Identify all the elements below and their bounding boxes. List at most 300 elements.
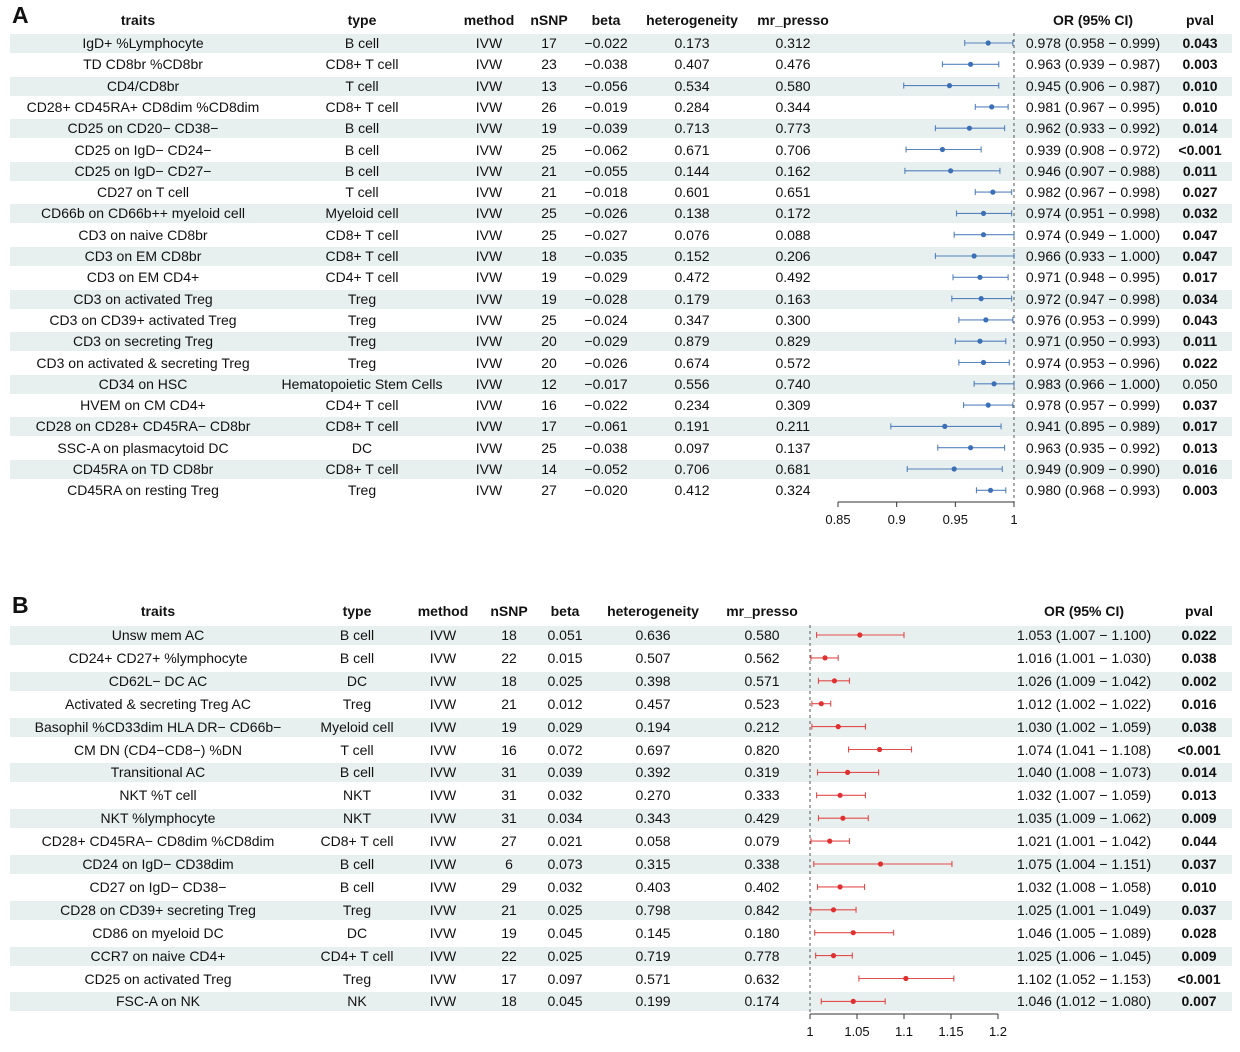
pval-cell: 0.017 [1182,269,1218,286]
type-cell: Treg [342,970,372,987]
nsnp-cell: 19 [541,290,557,307]
type-cell: NKT [343,810,371,827]
header-or: OR (95% CI) [1043,603,1125,619]
beta-cell: −0.038 [584,439,628,456]
mr-presso-cell: 0.562 [744,649,780,666]
x-tick-label: 1.05 [844,1024,870,1039]
heterogeneity-cell: 0.879 [674,333,710,350]
nsnp-cell: 17 [541,35,557,51]
type-cell: B cell [344,162,380,179]
or-ci-cell: 0.966 (0.933 − 1.000) [1025,248,1161,264]
nsnp-cell: 20 [541,354,557,371]
type-cell: Treg [347,290,377,307]
mr-presso-cell: 0.492 [775,269,811,286]
or-point [981,232,986,237]
method-cell: IVW [475,269,503,286]
type-cell: B cell [344,35,380,51]
nsnp-cell: 25 [541,205,557,222]
or-point [968,62,973,67]
or-point [952,466,957,471]
trait-label: NKT %T cell [119,787,197,804]
method-cell: IVW [475,162,503,179]
or-point [851,930,856,935]
mr-presso-cell: 0.402 [744,878,780,895]
or-ci-cell: 1.016 (1.001 − 1.030) [1016,649,1152,666]
heterogeneity-cell: 0.194 [635,718,671,735]
or-ci-cell: 0.981 (0.967 − 0.995) [1025,98,1161,115]
type-cell: B cell [339,649,375,666]
method-cell: IVW [475,354,503,371]
method-cell: IVW [429,947,457,964]
pval-cell: 0.050 [1182,375,1218,392]
or-ci-cell: 1.035 (1.009 − 1.062) [1016,810,1152,827]
beta-cell: −0.018 [584,184,628,201]
nsnp-cell: 31 [501,810,517,827]
pval-cell: <0.001 [1178,141,1222,158]
type-cell: Treg [342,695,372,712]
pval-cell: 0.003 [1182,56,1218,73]
or-ci-cell: 1.025 (1.001 − 1.049) [1016,901,1152,918]
nsnp-cell: 26 [541,98,557,115]
mr-presso-cell: 0.842 [744,901,780,918]
pval-cell: 0.043 [1182,35,1218,51]
or-point [986,403,991,408]
beta-cell: −0.017 [584,375,628,392]
trait-label: CD3 on naive CD8br [78,226,208,243]
header-method: method [417,603,469,619]
mr-presso-cell: 0.829 [775,333,811,350]
method-cell: IVW [475,461,503,477]
or-point [903,976,908,981]
heterogeneity-cell: 0.398 [635,672,671,689]
nsnp-cell: 19 [501,718,517,735]
mr-presso-cell: 0.212 [744,718,780,735]
or-point [981,211,986,216]
trait-label: CD25 on IgD− CD27− [74,162,212,179]
heterogeneity-cell: 0.472 [674,269,710,286]
type-cell: Hematopoietic Stem Cells [281,375,443,392]
beta-cell: 0.045 [547,924,583,941]
beta-cell: 0.051 [547,627,583,643]
trait-label: HVEM on CM CD4+ [80,397,206,414]
trait-label: CD28 on CD28+ CD45RA− CD8br [35,418,251,435]
heterogeneity-cell: 0.403 [635,878,671,895]
or-ci-cell: 0.974 (0.949 − 1.000) [1025,226,1161,243]
nsnp-cell: 19 [541,120,557,137]
trait-label: FSC-A on NK [115,993,201,1010]
pval-cell: 0.027 [1182,184,1218,201]
pval-cell: 0.014 [1181,764,1217,781]
heterogeneity-cell: 0.179 [674,290,710,307]
x-tick-label: 0.85 [825,512,851,527]
nsnp-cell: 31 [501,787,517,804]
type-cell: DC [346,672,368,689]
trait-label: CD62L− DC AC [108,672,208,689]
pval-cell: 0.013 [1182,439,1218,456]
or-ci-cell: 1.026 (1.009 − 1.042) [1016,672,1152,689]
mr-presso-cell: 0.172 [775,205,811,222]
or-point [990,190,995,195]
pval-cell: 0.037 [1181,901,1217,918]
nsnp-cell: 18 [501,672,517,689]
or-ci-cell: 1.032 (1.007 − 1.059) [1016,787,1152,804]
header-beta: beta [591,12,621,28]
header-or: OR (95% CI) [1052,12,1134,28]
mr-presso-cell: 0.773 [775,120,811,137]
method-cell: IVW [429,649,457,666]
header-traits: traits [120,12,156,28]
beta-cell: −0.026 [584,354,628,371]
mr-presso-cell: 0.571 [744,672,780,689]
pval-cell: 0.013 [1181,787,1217,804]
or-point [967,126,972,131]
pval-cell: 0.002 [1181,672,1217,689]
trait-label: CD66b on CD66b++ myeloid cell [41,205,245,222]
trait-label: Basophil %CD33dim HLA DR− CD66b− [34,718,282,735]
or-ci-cell: 1.012 (1.002 − 1.022) [1016,695,1152,712]
mr-presso-cell: 0.681 [775,461,811,477]
pval-cell: <0.001 [1177,970,1221,987]
trait-label: Transitional AC [110,764,206,781]
type-cell: Treg [342,901,372,918]
beta-cell: −0.061 [584,418,628,435]
nsnp-cell: 31 [501,764,517,781]
heterogeneity-cell: 0.556 [674,375,710,392]
heterogeneity-cell: 0.671 [674,141,710,158]
beta-cell: −0.020 [584,482,628,499]
pval-cell: 0.037 [1181,856,1217,872]
mr-presso-cell: 0.206 [775,248,811,264]
type-cell: Treg [347,311,377,328]
trait-label: CD3 on activated & secreting Treg [36,354,250,371]
heterogeneity-cell: 0.697 [635,741,671,758]
x-tick-label: 1.2 [988,1024,1008,1039]
or-point [819,701,824,706]
x-tick-label: 0.9 [887,512,906,527]
beta-cell: −0.055 [584,162,628,179]
beta-cell: 0.032 [547,878,583,895]
heterogeneity-cell: 0.457 [635,695,671,712]
method-cell: IVW [429,993,457,1010]
type-cell: CD4+ T cell [320,947,394,964]
or-point [989,104,994,109]
or-point [968,445,973,450]
pval-cell: 0.016 [1181,695,1217,712]
heterogeneity-cell: 0.097 [674,439,710,456]
header-traits: traits [140,603,176,619]
nsnp-cell: 22 [501,947,517,964]
trait-label: CM DN (CD4−CD8−) %DN [73,741,243,758]
nsnp-cell: 22 [501,649,517,666]
heterogeneity-cell: 0.412 [674,482,710,499]
type-cell: B cell [344,141,380,158]
type-cell: CD8+ T cell [325,56,399,73]
trait-label: CD34 on HSC [98,375,188,392]
method-cell: IVW [475,311,503,328]
mr-presso-cell: 0.820 [744,741,780,758]
pval-cell: 0.014 [1182,120,1218,137]
type-cell: CD8+ T cell [325,248,399,264]
x-tick-label: 1.15 [938,1024,964,1039]
method-cell: IVW [475,226,503,243]
or-ci-cell: 0.963 (0.939 − 0.987) [1025,56,1161,73]
method-cell: IVW [475,333,503,350]
method-cell: IVW [475,56,503,73]
heterogeneity-cell: 0.315 [635,856,671,872]
trait-label: IgD+ %Lymphocyte [82,35,204,51]
mr-presso-cell: 0.333 [744,787,780,804]
trait-label: CD27 on IgD− CD38− [89,878,227,895]
trait-label: CD25 on IgD− CD24− [74,141,212,158]
nsnp-cell: 27 [501,833,517,850]
trait-label: CD45RA on TD CD8br [72,461,214,477]
nsnp-cell: 16 [541,397,557,414]
beta-cell: 0.021 [547,833,583,850]
or-ci-cell: 0.963 (0.935 − 0.992) [1025,439,1161,456]
beta-cell: −0.062 [584,141,628,158]
or-point [832,678,837,683]
trait-label: CD24 on IgD− CD38dim [82,856,234,872]
or-ci-cell: 1.075 (1.004 − 1.151) [1016,856,1152,872]
beta-cell: 0.025 [547,947,583,964]
or-ci-cell: 1.053 (1.007 − 1.100) [1016,627,1152,643]
heterogeneity-cell: 0.152 [674,248,710,264]
or-point [840,816,845,821]
mr-presso-cell: 0.319 [744,764,780,781]
pval-cell: 0.044 [1181,833,1217,850]
beta-cell: 0.045 [547,993,583,1010]
method-cell: IVW [429,627,457,643]
x-tick-label: 1.1 [894,1024,914,1039]
method-cell: IVW [475,375,503,392]
nsnp-cell: 27 [541,482,557,499]
pval-cell: 0.022 [1181,627,1217,643]
type-cell: CD8+ T cell [325,226,399,243]
or-ci-cell: 1.102 (1.052 − 1.153) [1016,970,1152,987]
trait-label: NKT %lymphocyte [100,810,216,827]
or-ci-cell: 0.971 (0.950 − 0.993) [1025,333,1161,350]
trait-label: CD25 on activated Treg [84,970,232,987]
heterogeneity-cell: 0.507 [635,649,671,666]
trait-label: CD45RA on resting Treg [67,482,219,499]
nsnp-cell: 12 [541,375,557,392]
type-cell: DC [346,924,368,941]
panel-a-letter: A [12,2,29,28]
beta-cell: −0.024 [584,311,628,328]
type-cell: B cell [339,627,375,643]
type-cell: CD8+ T cell [320,833,394,850]
nsnp-cell: 19 [541,269,557,286]
mr-presso-cell: 0.740 [775,375,811,392]
trait-label: CCR7 on naive CD4+ [90,947,226,964]
pval-cell: 0.037 [1182,397,1218,414]
or-point [991,381,996,386]
type-cell: CD8+ T cell [325,418,399,435]
method-cell: IVW [429,833,457,850]
type-cell: NK [347,993,367,1010]
type-cell: NKT [343,787,371,804]
method-cell: IVW [475,290,503,307]
heterogeneity-cell: 0.284 [674,98,710,115]
pval-cell: 0.016 [1182,461,1218,477]
or-ci-cell: 0.949 (0.909 − 0.990) [1025,461,1161,477]
header-beta: beta [550,603,580,619]
method-cell: IVW [475,482,503,499]
heterogeneity-cell: 0.058 [635,833,671,850]
pval-cell: 0.022 [1182,354,1218,371]
trait-label: Unsw mem AC [111,627,205,643]
trait-label: CD27 on T cell [96,184,190,201]
method-cell: IVW [429,787,457,804]
type-cell: T cell [345,77,379,94]
method-cell: IVW [429,695,457,712]
header-pval: pval [1185,12,1215,28]
type-cell: Treg [347,482,377,499]
pval-cell: 0.010 [1181,878,1217,895]
trait-label: CD3 on secreting Treg [72,333,214,350]
or-ci-cell: 1.046 (1.005 − 1.089) [1016,924,1152,941]
pval-cell: 0.007 [1181,993,1217,1010]
heterogeneity-cell: 0.713 [674,120,710,137]
beta-cell: 0.015 [547,649,583,666]
nsnp-cell: 21 [541,184,557,201]
or-ci-cell: 1.030 (1.002 − 1.059) [1016,718,1152,735]
or-ci-cell: 0.983 (0.966 − 1.000) [1025,375,1161,392]
beta-cell: 0.097 [547,970,583,987]
method-cell: IVW [475,205,503,222]
heterogeneity-cell: 0.719 [635,947,671,964]
beta-cell: −0.022 [584,35,628,51]
heterogeneity-cell: 0.270 [635,787,671,804]
pval-cell: 0.038 [1181,718,1217,735]
method-cell: IVW [429,901,457,918]
heterogeneity-cell: 0.674 [674,354,710,371]
pval-cell: 0.028 [1181,924,1217,941]
or-point [827,839,832,844]
nsnp-cell: 17 [501,970,517,987]
mr-presso-cell: 0.309 [775,397,811,414]
heterogeneity-cell: 0.138 [674,205,710,222]
or-point [947,83,952,88]
beta-cell: 0.025 [547,672,583,689]
beta-cell: 0.029 [547,718,583,735]
or-ci-cell: 1.046 (1.012 − 1.080) [1016,993,1152,1010]
beta-cell: −0.035 [584,248,628,264]
or-ci-cell: 0.980 (0.968 − 0.993) [1025,482,1161,499]
method-cell: IVW [429,672,457,689]
type-cell: B cell [344,120,380,137]
or-point [831,907,836,912]
mr-presso-cell: 0.300 [775,311,811,328]
type-cell: DC [351,439,373,456]
mr-presso-cell: 0.651 [775,184,811,201]
heterogeneity-cell: 0.601 [674,184,710,201]
pval-cell: 0.003 [1182,482,1218,499]
pval-cell: 0.047 [1182,226,1218,243]
nsnp-cell: 17 [541,418,557,435]
type-cell: T cell [340,741,374,758]
pval-cell: 0.034 [1182,290,1218,307]
header-type: type [347,12,377,28]
heterogeneity-cell: 0.145 [635,924,671,941]
or-point [986,40,991,45]
or-ci-cell: 0.962 (0.933 − 0.992) [1025,120,1161,137]
trait-label: CD3 on EM CD8br [84,248,202,264]
or-ci-cell: 0.978 (0.957 − 0.999) [1025,397,1161,414]
beta-cell: −0.052 [584,461,628,477]
or-point [851,999,856,1004]
type-cell: Myeloid cell [325,205,399,222]
header-nsnp: nSNP [530,12,568,28]
or-ci-cell: 0.974 (0.953 − 0.996) [1025,354,1161,371]
mr-presso-cell: 0.706 [775,141,811,158]
method-cell: IVW [475,98,503,115]
or-point [877,747,882,752]
pval-cell: 0.009 [1181,947,1217,964]
mr-presso-cell: 0.338 [744,856,780,872]
heterogeneity-cell: 0.173 [674,35,710,51]
beta-cell: −0.056 [584,77,628,94]
type-cell: Myeloid cell [320,718,394,735]
beta-cell: 0.039 [547,764,583,781]
beta-cell: 0.032 [547,787,583,804]
method-cell: IVW [429,741,457,758]
header-heterogeneity: heterogeneity [607,603,699,619]
header-mr_presso: mr_presso [726,603,798,619]
trait-label: CD4/CD8br [106,77,180,94]
mr-presso-cell: 0.180 [744,924,780,941]
trait-label: CD28+ CD45RA− CD8dim %CD8dim [41,833,275,850]
method-cell: IVW [429,718,457,735]
x-tick-label: 1 [806,1024,814,1039]
heterogeneity-cell: 0.798 [635,901,671,918]
mr-presso-cell: 0.580 [744,627,780,643]
or-point [977,275,982,280]
nsnp-cell: 25 [541,141,557,158]
header-type: type [342,603,372,619]
heterogeneity-cell: 0.392 [635,764,671,781]
pval-cell: 0.017 [1182,418,1218,435]
pval-cell: 0.011 [1182,333,1218,350]
heterogeneity-cell: 0.191 [674,418,710,435]
heterogeneity-cell: 0.407 [674,56,710,73]
nsnp-cell: 18 [501,993,517,1010]
type-cell: B cell [339,764,375,781]
or-ci-cell: 0.939 (0.908 − 0.972) [1025,141,1161,158]
trait-label: Activated & secreting Treg AC [65,695,251,712]
beta-cell: 0.072 [547,741,583,758]
or-ci-cell: 0.982 (0.967 − 0.998) [1025,184,1161,201]
heterogeneity-cell: 0.199 [635,993,671,1010]
mr-presso-cell: 0.476 [775,56,811,73]
or-ci-cell: 0.974 (0.951 − 0.998) [1025,205,1161,222]
mr-presso-cell: 0.344 [775,98,811,115]
heterogeneity-cell: 0.571 [635,970,671,987]
or-point [942,424,947,429]
heterogeneity-cell: 0.234 [674,397,710,414]
nsnp-cell: 13 [541,77,557,94]
or-ci-cell: 0.978 (0.958 − 0.999) [1025,35,1161,51]
method-cell: IVW [429,924,457,941]
x-tick-label: 1 [1010,512,1018,527]
mr-presso-cell: 0.079 [744,833,780,850]
or-point [837,793,842,798]
beta-cell: 0.073 [547,856,583,872]
type-cell: CD4+ T cell [325,269,399,286]
heterogeneity-cell: 0.347 [674,311,710,328]
nsnp-cell: 6 [505,856,513,872]
trait-label: CD24+ CD27+ %lymphocyte [68,649,248,666]
